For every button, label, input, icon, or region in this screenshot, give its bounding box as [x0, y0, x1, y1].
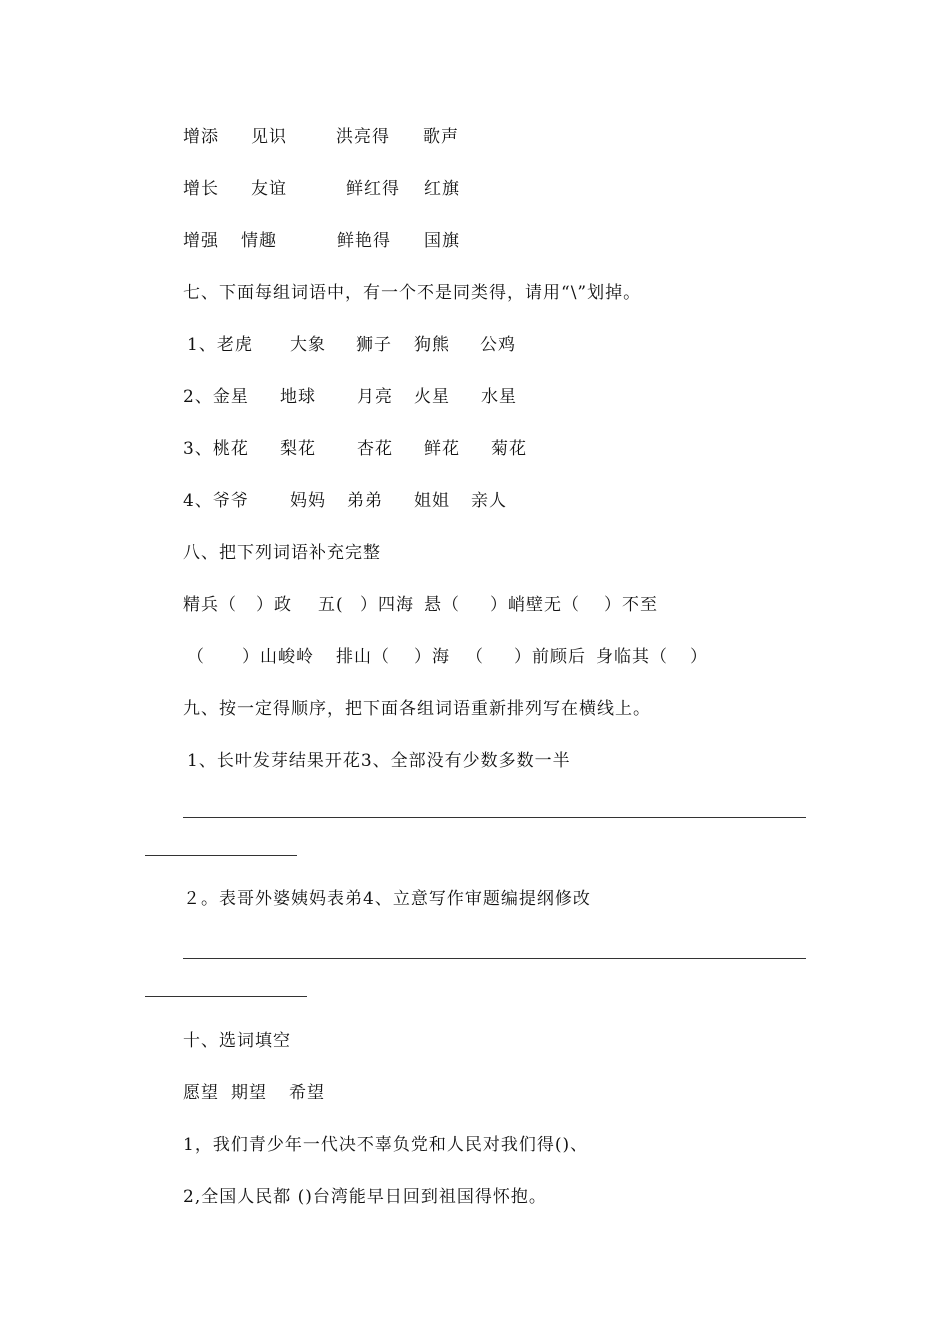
word: 妈妈: [290, 491, 326, 511]
idiom-fragment: （: [466, 647, 484, 667]
idiom-fragment: ）不至: [604, 595, 658, 615]
heading-text: 八、把下列词语补充完整: [183, 543, 381, 563]
word-match-row-2: [0, 177, 460, 201]
word: 增长: [183, 179, 219, 199]
group-row-2: [0, 385, 517, 409]
word: 鲜红得: [346, 179, 400, 199]
word: 亲人: [471, 491, 507, 511]
idiom-fragment: 身临其（: [596, 647, 668, 667]
idiom-fragment: 悬（: [424, 595, 460, 615]
word-match-row-1: [0, 125, 459, 149]
word: 月亮: [357, 387, 393, 407]
answer-line: [183, 817, 806, 818]
word: 梨花: [280, 439, 316, 459]
word-choice: 愿望: [183, 1083, 219, 1103]
idiom-fragment: ）峭壁无（: [490, 595, 580, 615]
word: 地球: [280, 387, 316, 407]
answer-line-continuation: [145, 996, 307, 997]
idiom-fragment: 精兵（: [183, 595, 237, 615]
idiom-fragment: ）前顾后: [514, 647, 586, 667]
section-10-heading: [0, 1029, 291, 1053]
idiom-row-1: [0, 593, 658, 617]
word: 红旗: [424, 179, 460, 199]
section-8-heading: [0, 541, 381, 565]
word: 菊花: [491, 439, 527, 459]
word: 情趣: [241, 231, 277, 251]
word: 增添: [183, 127, 219, 147]
order-text: ２。表哥外婆姨妈表弟4、立意写作审题编提纲修改: [183, 889, 591, 909]
word-match-row-3: [0, 229, 460, 253]
word: 增强: [183, 231, 219, 251]
idiom-fragment: ）山峻岭: [242, 647, 314, 667]
word: 鲜艳得: [337, 231, 391, 251]
answer-line-continuation: [145, 855, 297, 856]
word: 友谊: [251, 179, 287, 199]
word: 水星: [481, 387, 517, 407]
idiom-row-2: [0, 645, 708, 669]
word-choices: [0, 1081, 325, 1105]
sentence-text: 1，我们青少年一代决不辜负党和人民对我们得()、: [183, 1135, 589, 1155]
heading-text: 十、选词填空: [183, 1031, 291, 1051]
word-choice: 期望: [231, 1083, 267, 1103]
group-row-3: [0, 437, 527, 461]
word: 公鸡: [480, 335, 516, 355]
word: 姐姐: [414, 491, 450, 511]
word-choice: 希望: [289, 1083, 325, 1103]
order-text: 1、长叶发芽结果开花3、全部没有少数多数一半: [187, 751, 571, 771]
answer-line: [183, 958, 806, 959]
word: 狗熊: [414, 335, 450, 355]
word: 4、爷爷: [183, 491, 249, 511]
group-row-1: [0, 333, 516, 357]
fill-sentence-2: [0, 1185, 547, 1209]
idiom-fragment: ）政: [256, 595, 292, 615]
word: 弟弟: [347, 491, 383, 511]
idiom-fragment: ）海: [414, 647, 450, 667]
section-7-heading: [0, 281, 642, 305]
fill-sentence-1: [0, 1133, 589, 1157]
word: 歌声: [423, 127, 459, 147]
word: 鲜花: [424, 439, 460, 459]
idiom-fragment: 排山（: [336, 647, 390, 667]
heading-text: 九、按一定得顺序，把下面各组词语重新排列写在横线上。: [183, 699, 651, 719]
heading-text: 七、下面每组词语中，有一个不是同类得，请用“\”划掉。: [183, 283, 642, 303]
idiom-fragment: ）: [690, 647, 708, 667]
order-item-1-3: [0, 749, 571, 773]
group-row-4: [0, 489, 507, 513]
word: 大象: [290, 335, 326, 355]
word: 3、桃花: [183, 439, 249, 459]
idiom-fragment: （: [187, 647, 205, 667]
idiom-fragment: 五(: [318, 595, 344, 615]
order-item-2-4: [0, 887, 591, 911]
word: 2、金星: [183, 387, 249, 407]
word: 洪亮得: [336, 127, 390, 147]
sentence-text: 2,全国人民都 ()台湾能早日回到祖国得怀抱。: [183, 1187, 547, 1207]
word: 狮子: [356, 335, 392, 355]
word: 火星: [414, 387, 450, 407]
word: 杏花: [357, 439, 393, 459]
word: 1、老虎: [187, 335, 253, 355]
word: 国旗: [424, 231, 460, 251]
section-9-heading: [0, 697, 651, 721]
idiom-fragment: ）四海: [360, 595, 414, 615]
word: 见识: [251, 127, 287, 147]
